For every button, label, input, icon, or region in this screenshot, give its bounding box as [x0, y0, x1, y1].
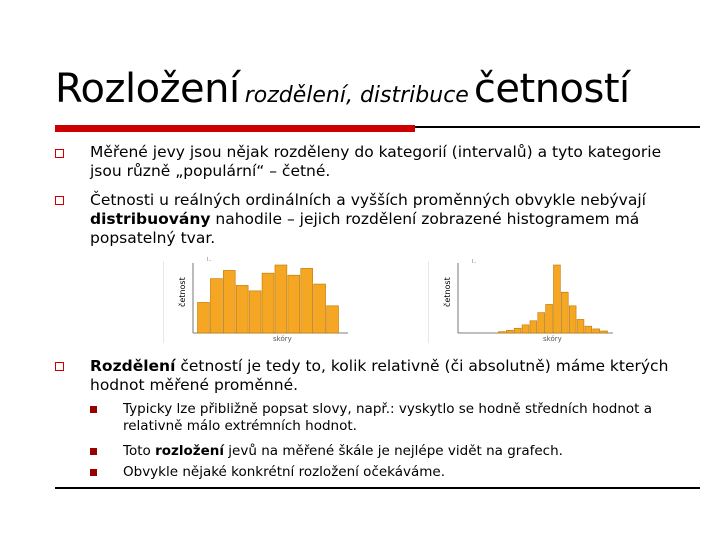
- histogram-bar: [249, 291, 261, 333]
- slide-title: [55, 66, 630, 112]
- bullet-square-icon: [55, 149, 64, 158]
- bullet-2-bold: distribuovány: [90, 210, 211, 228]
- bullet-1-text: Měřené jevy jsou nějak rozděleny do kategorií (intervalů) a tyto kategorie jsou různě „populární“ – četné.: [90, 143, 662, 180]
- bullet-2-text-before: Četnosti u reálných ordinálních a vyšších proměnných obvykle nebývají: [90, 191, 646, 209]
- histogram-bar: [569, 306, 576, 333]
- bullet-3-bold: Rozdělení: [90, 357, 176, 375]
- bullet-3-text-after: četností je tedy to, kolik relativně (či absolutně) máme kterých hodnot měřené proměnné.: [90, 357, 669, 394]
- sub-bullet-3-text: Obvykle nějaké konkrétní rozložení očekáváme.: [123, 464, 446, 480]
- histogram-bar: [561, 292, 568, 333]
- hist-1-x-label: skóry: [273, 335, 292, 343]
- histogram-normal: [428, 253, 628, 343]
- sub-bullet-2-text: [123, 443, 693, 460]
- histogram-bar: [530, 321, 537, 333]
- sub-bullet-square-icon: [90, 406, 97, 413]
- histogram-uniform: [163, 253, 363, 343]
- bullet-3-text: [90, 357, 690, 395]
- histogram-bar: [546, 304, 553, 333]
- histogram-bar: [236, 285, 248, 333]
- histogram-bar: [301, 268, 313, 333]
- histogram-bar: [198, 302, 210, 333]
- histogram-bar: [593, 329, 600, 333]
- histogram-bar: [538, 313, 545, 333]
- sub-bullet-2-text-after: jevů na měřené škále je nejlépe vidět na grafech.: [224, 443, 563, 459]
- sub-bullet-1-text: Typicky lze přibližně popsat slovy, např.: vyskytlo se hodně středních hodnot a relativně málo extrémních hodnot.: [123, 401, 653, 434]
- hist-1-y-label: četnost: [178, 277, 187, 307]
- title-italic: rozdělení, distribuce: [244, 83, 469, 108]
- histogram-bar: [506, 330, 513, 333]
- sub-bullet-2-text-before: Toto: [123, 443, 156, 459]
- histogram-bar: [522, 325, 529, 333]
- histogram-bar: [288, 275, 300, 333]
- histogram-bar: [601, 331, 608, 333]
- histogram-bar: [499, 332, 506, 333]
- sub-bullet-square-icon: [90, 469, 97, 476]
- histogram-bar: [327, 306, 339, 333]
- histogram-bar: [275, 265, 287, 333]
- sub-bullet-square-icon: [90, 448, 97, 455]
- histogram-bar: [554, 265, 561, 333]
- title-accent-bar: [55, 125, 415, 132]
- title-main-end: četností: [473, 66, 630, 112]
- bullet-2-text-after: nahodile – jejich rozdělení zobrazené histogramem má popsatelný tvar.: [90, 210, 640, 247]
- histogram-bar: [577, 319, 584, 333]
- histogram-bar: [262, 273, 274, 333]
- hist-1-corner-tick: l..: [207, 257, 212, 263]
- histogram-bar: [210, 279, 222, 333]
- hist-2-corner-tick: l..: [472, 259, 477, 265]
- bullet-2-text: [90, 191, 690, 248]
- title-main-start: Rozložení: [55, 66, 240, 112]
- bullet-square-icon: [55, 362, 64, 371]
- histogram-bar: [514, 328, 521, 333]
- histogram-bar: [223, 270, 235, 333]
- histogram-bar: [314, 284, 326, 333]
- hist-2-y-label: četnost: [443, 277, 452, 307]
- bullet-square-icon: [55, 196, 64, 205]
- hist-2-x-label: skóry: [543, 335, 562, 343]
- bottom-divider: [55, 487, 700, 489]
- sub-bullet-2-bold: rozložení: [155, 443, 225, 459]
- histogram-bar: [585, 326, 592, 333]
